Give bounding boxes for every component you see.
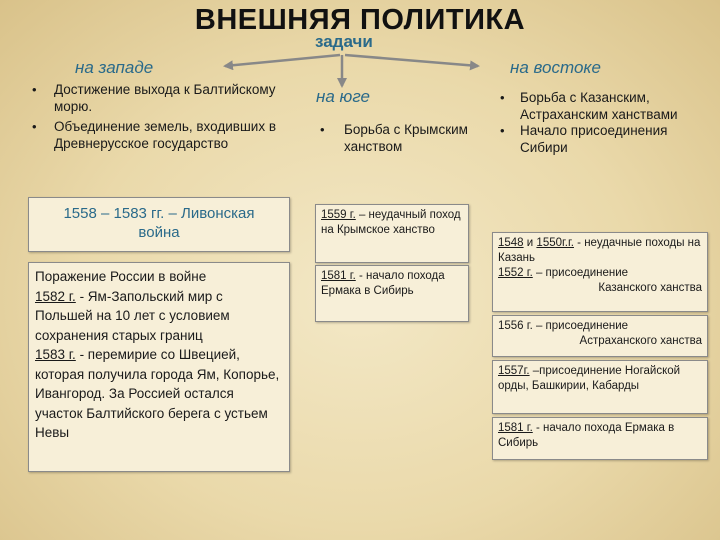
text-1583: - перемирие со Швецией, которая получила города Ям, Копорье, Ивангород. За Россией остался участок Балтийского берега с устьем Невы (35, 347, 280, 440)
text-kazan-khanate: Казанского ханства (598, 282, 702, 294)
year-1581-east: 1581 г. (498, 422, 533, 434)
arrow-right (345, 55, 478, 66)
year-1583: 1583 г. (35, 347, 76, 362)
text-1581-south: - начало похода Ермака в Сибирь (321, 270, 445, 297)
east-astrakhan-text (493, 316, 707, 352)
astrakhan-line-1: 1556 г. – присоединение (498, 320, 629, 332)
south-1559-text (316, 205, 468, 241)
east-kazan-text (493, 233, 707, 299)
east-box-1557 (492, 360, 708, 414)
south-bullets (320, 122, 470, 155)
text-1559: – неудачный поход на Крымское ханство (321, 209, 461, 236)
west-result-box (28, 262, 290, 472)
year-1557: 1557г. (498, 365, 530, 377)
west-heading: на западе (75, 58, 154, 77)
west-bullet-1: • Достижение выхода к Балтийскому морю. (32, 82, 294, 115)
south-1581-text (316, 266, 468, 302)
year-1552: 1552 г. (498, 267, 533, 279)
east-1581-text (493, 418, 707, 454)
east-box-astrakhan (492, 315, 708, 357)
west-bullets (32, 82, 294, 152)
page-title: ВНЕШНЯЯ ПОЛИТИКА (194, 4, 526, 36)
east-bullet-2: • Начало присоединения Сибири (500, 123, 700, 156)
year-1550: 1550г.г. (536, 237, 574, 249)
text-1552: – присоединение (532, 267, 629, 279)
year-1559: 1559 г. (321, 209, 356, 221)
south-bullet-1: • Борьба с Крымским ханством (320, 122, 470, 155)
east-box-kazan (492, 232, 708, 312)
year-1548: 1548 (498, 237, 524, 249)
livonian-war-text: 1558 – 1583 гг. – Ливонская война (63, 205, 255, 241)
text-and: и (523, 237, 537, 249)
year-1582: 1582 г. (35, 288, 76, 304)
west-bullet-2: • Объединение земель, входивших в Древнерусское государство (32, 119, 294, 152)
year-1581-south: 1581 г. (321, 270, 356, 282)
text-1557: –присоединение Ногайской орды, Башкирии, Кабарды (498, 365, 681, 392)
east-heading: на востоке (510, 58, 601, 77)
text-1581-east: - начало похода Ермака в Сибирь (498, 422, 675, 449)
text-1582: - Ям-Запольский мир с Польшей на 10 лет с условием сохранения старых границ (35, 288, 230, 343)
livonian-war-box (28, 197, 290, 252)
astrakhan-line-2: Астраханского ханства (579, 335, 702, 347)
south-box-1581 (315, 265, 469, 322)
south-box-1559 (315, 204, 469, 263)
east-1557-text (493, 361, 707, 397)
west-result-text (29, 263, 289, 447)
text-kazan-campaigns: - неудачные походы на Казань (498, 237, 701, 264)
east-bullets (500, 90, 700, 156)
subtitle-tasks: задачи (315, 32, 373, 51)
east-bullet-1: • Борьба с Казанским, Астраханским ханствами (500, 90, 700, 123)
west-result-intro: Поражение России в войне (35, 269, 207, 284)
south-heading: на юге (316, 87, 370, 106)
arrow-left (225, 55, 340, 66)
east-box-1581 (492, 417, 708, 460)
